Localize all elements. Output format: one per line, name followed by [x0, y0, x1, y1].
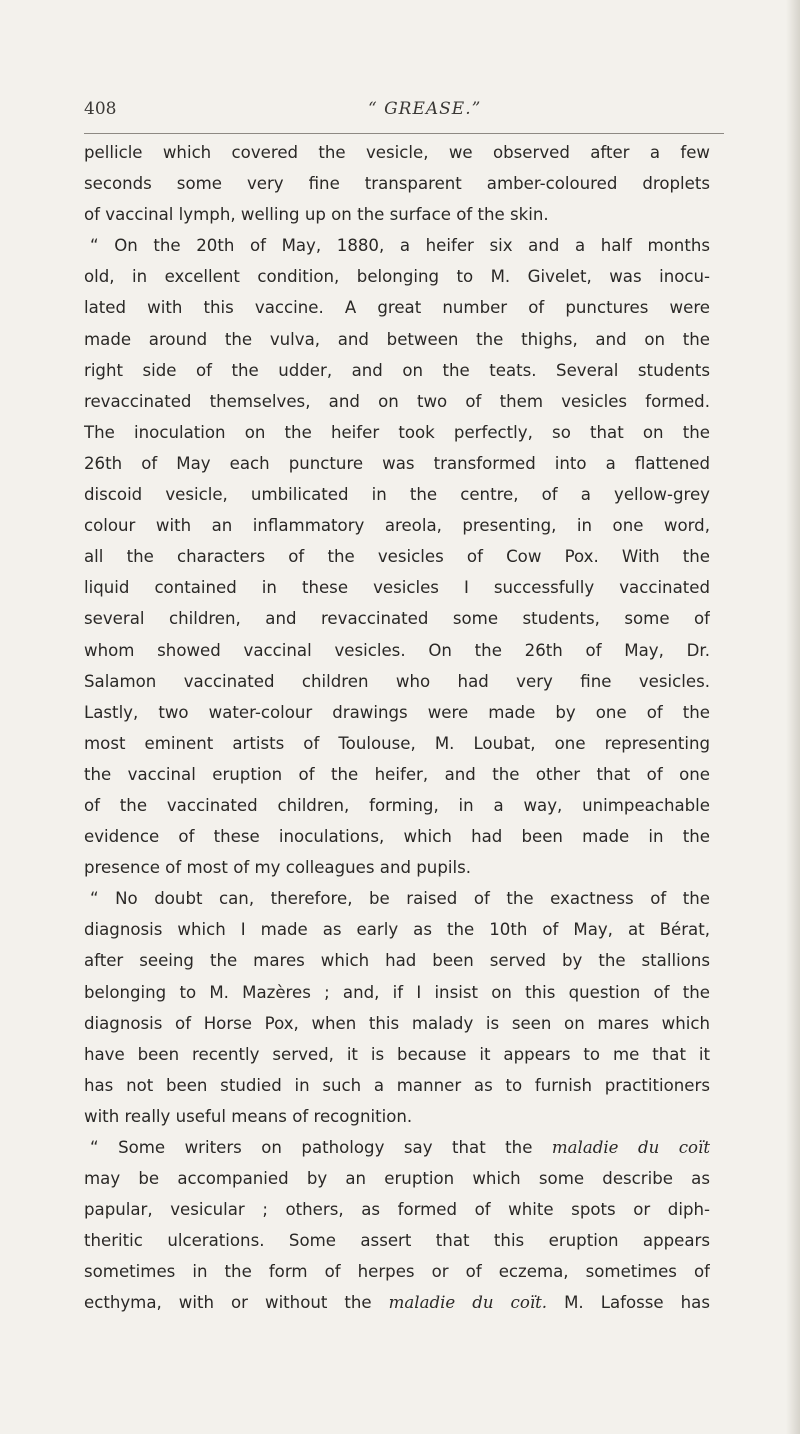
text-line: discoid vesicle, umbilicated in the centre, of a yellow-grey: [84, 485, 710, 505]
text-line: all the characters of the vesicles of Cow Pox. With the: [84, 547, 710, 567]
text-line: may be accompanied by an eruption which some describe as: [84, 1169, 710, 1189]
text-line: have been recently served, it is because it appears to me that it: [84, 1044, 710, 1064]
text-line: right side of the udder, and on the teats. Several students: [84, 360, 710, 380]
text-line: The inoculation on the heifer took perfectly, so that on the: [84, 422, 710, 442]
text-segment: ecthyma, with or without the: [84, 1293, 372, 1313]
text-line: diagnosis of Horse Pox, when this malady is seen on mares which: [84, 1013, 710, 1033]
text-line: old, in excellent condition, belonging to M. Givelet, was inocu-: [84, 267, 710, 287]
page-number: 408: [84, 99, 117, 119]
body-text: [84, 137, 710, 1319]
text-line: Lastly, two water-colour drawings were made by one of the: [84, 702, 710, 722]
text-line: theritic ulcerations. Some assert that this eruption appears: [84, 1231, 710, 1251]
text-line: the vaccinal eruption of the heifer, and the other that of one: [84, 764, 710, 784]
text-line: [84, 1132, 710, 1163]
text-line: papular, vesicular ; others, as formed of white spots or diph-: [84, 1200, 710, 1220]
running-head: “ GREASE.”: [368, 99, 482, 119]
text-line: pellicle which covered the vesicle, we observed after a few: [84, 143, 710, 162]
text-line: after seeing the mares which had been served by the stallions: [84, 951, 710, 971]
text-line: with really useful means of recognition.: [84, 1106, 413, 1126]
text-segment: “ Some writers on pathology say that the: [90, 1138, 533, 1157]
text-line: of vaccinal lymph, welling up on the surface of the skin.: [84, 205, 549, 225]
text-line: several children, and revaccinated some students, some of: [84, 609, 710, 629]
text-line: most eminent artists of Toulouse, M. Loubat, one representing: [84, 733, 710, 753]
text-line: “ No doubt can, therefore, be raised of the exactness of the: [90, 889, 710, 909]
text-line: whom showed vaccinal vesicles. On the 26th of May, Dr.: [84, 640, 710, 660]
text-line: belonging to M. Mazères ; and, if I insist on this question of the: [84, 982, 710, 1002]
text-line: evidence of these inoculations, which had been made in the: [84, 827, 710, 847]
text-line: 26th of May each puncture was transformed into a flattened: [84, 453, 710, 473]
text-line: [84, 1287, 710, 1318]
text-line: revaccinated themselves, and on two of them vesicles formed.: [84, 391, 710, 411]
italic-term: maladie du coït.: [388, 1293, 548, 1313]
text-line: sometimes in the form of herpes or of eczema, sometimes of: [84, 1262, 710, 1282]
text-line: Salamon vaccinated children who had very fine vesicles.: [84, 671, 710, 691]
text-line: seconds some very fine transparent amber-coloured droplets: [84, 174, 710, 194]
text-line: presence of most of my colleagues and pupils.: [84, 858, 471, 878]
header-rule: [84, 133, 724, 134]
text-line: of the vaccinated children, forming, in a way, unimpeachable: [84, 795, 710, 815]
text-segment: M. Lafosse has: [564, 1293, 710, 1313]
text-line: lated with this vaccine. A great number of punctures were: [84, 298, 710, 318]
italic-term: maladie du coït: [551, 1138, 710, 1157]
text-line: made around the vulva, and between the thighs, and on the: [84, 329, 710, 349]
text-line: has not been studied in such a manner as to furnish practitioners: [84, 1075, 710, 1095]
page-header: [84, 99, 724, 127]
text-line: liquid contained in these vesicles I successfully vaccinated: [84, 578, 710, 598]
text-line: “ On the 20th of May, 1880, a heifer six and a half months: [90, 236, 710, 256]
text-line: colour with an inflammatory areola, presenting, in one word,: [84, 516, 710, 536]
page-edge-shadow: [786, 0, 800, 1434]
text-line: diagnosis which I made as early as the 10th of May, at Bérat,: [84, 920, 710, 940]
